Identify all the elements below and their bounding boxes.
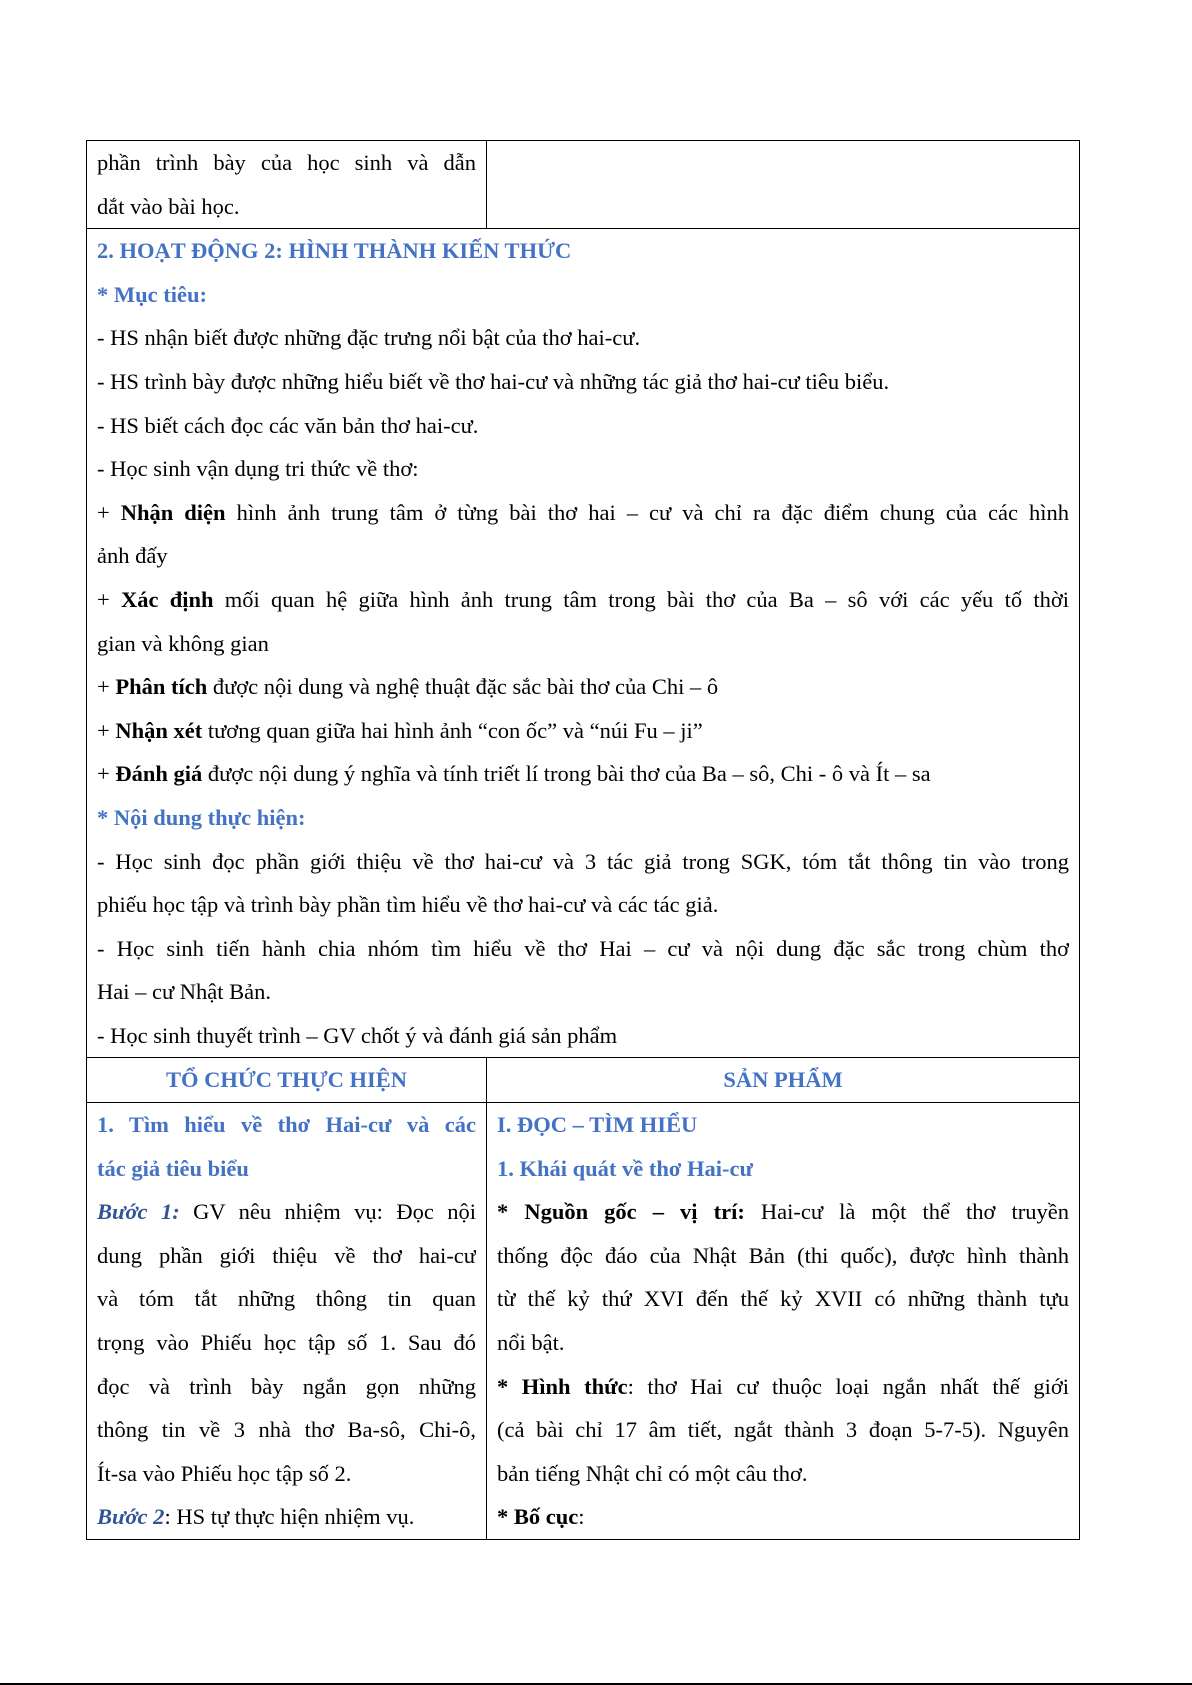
lesson-plan-table <box>86 140 1080 1540</box>
step1-label: Bước 1: <box>97 1199 180 1225</box>
step1-text: GV nêu nhiệm vụ: Đọc nội <box>179 1199 476 1225</box>
skill-line-cont: ảnh đấy <box>97 543 168 569</box>
activity-row <box>87 229 1080 1058</box>
step1-line: dung phần giới thiệu về thơ hai-cư <box>97 1242 476 1268</box>
skill-prefix: + <box>97 761 116 787</box>
origin-line: thống độc đáo của Nhật Bản (thi quốc), được hình thành <box>497 1242 1069 1268</box>
skill-line <box>97 752 1069 796</box>
step1-line: thông tin về 3 nhà thơ Ba-sô, Chi-ô, <box>97 1417 476 1443</box>
step1-line: Ít-sa vào Phiếu học tập số 2. <box>97 1460 352 1486</box>
form-text: : thơ Hai cư thuộc loại ngắn nhất thế giới <box>627 1373 1069 1399</box>
skill-text: được nội dung và nghệ thuật đặc sắc bài thơ của Chi – ô <box>207 674 719 700</box>
form-line: bản tiếng Nhật chỉ có một câu thơ. <box>497 1460 808 1486</box>
step1-line: trọng vào Phiếu học tập số 1. Sau đó <box>97 1330 476 1356</box>
content-row <box>87 1103 1080 1540</box>
step2-text: : HS tự thực hiện nhiệm vụ. <box>164 1504 415 1530</box>
objective-line: - HS biết cách đọc các văn bản thơ hai-cư. <box>97 412 479 438</box>
right-column-header: SẢN PHẨM <box>723 1067 843 1093</box>
content-line: Hai – cư Nhật Bản. <box>97 979 272 1005</box>
skill-text: hình ảnh trung tâm ở từng bài thơ hai – cư và chỉ ra đặc điểm chung của các hình <box>225 499 1069 525</box>
skill-text: tương quan giữa hai hình ảnh “con ốc” và “núi Fu – ji” <box>202 717 703 743</box>
step1-line <box>97 1190 476 1234</box>
skill-prefix: + <box>97 674 116 700</box>
text-line: phần trình bày của học sinh và dẫn <box>97 150 476 175</box>
content-heading: * Nội dung thực hiện: <box>97 804 306 830</box>
subsection-heading: 1. Khái quát về thơ Hai-cư <box>497 1155 753 1181</box>
content-line: - Học sinh đọc phần giới thiệu về thơ hai-cư và 3 tác giả trong SGK, tóm tắt thông tin vào trong <box>97 848 1069 874</box>
top-continuation-row <box>87 141 1080 229</box>
top-left-cell <box>87 141 487 229</box>
activity-cell <box>87 229 1080 1058</box>
skill-text: mối quan hệ giữa hình ảnh trung tâm trong bài thơ của Ba – sô với các yếu tố thời <box>213 586 1069 612</box>
origin-text: Hai-cư là một thể thơ truyền <box>744 1199 1069 1225</box>
objective-heading: * Mục tiêu: <box>97 281 207 307</box>
step2-label: Bước 2 <box>97 1504 165 1530</box>
activity-heading: 2. HOẠT ĐỘNG 2: HÌNH THÀNH KIẾN THỨC <box>97 238 572 264</box>
skill-keyword: Nhận diện <box>120 499 226 525</box>
objective-line: - HS trình bày được những hiểu biết về thơ hai-cư và những tác giả thơ hai-cư tiêu biểu. <box>97 368 890 394</box>
skill-keyword: Đánh giá <box>115 761 203 787</box>
origin-line: từ thế kỷ thứ XVI đến thế kỷ XVII có những thành tựu <box>497 1286 1069 1312</box>
step2-line <box>97 1495 476 1539</box>
form-label: * Hình thức <box>497 1373 628 1399</box>
content-line: phiếu học tập và trình bày phần tìm hiểu về thơ hai-cư và các tác giả. <box>97 892 719 918</box>
section-heading: I. ĐỌC – TÌM HIỂU <box>497 1112 698 1138</box>
skill-line <box>97 709 1069 753</box>
skill-keyword: Phân tích <box>115 674 208 700</box>
origin-label: * Nguồn gốc – vị trí: <box>497 1199 745 1225</box>
layout-text: : <box>578 1504 585 1530</box>
step1-line: và tóm tắt những thông tin quan <box>97 1286 476 1312</box>
text-line: dắt vào bài học. <box>97 193 240 219</box>
product-cell <box>487 1103 1080 1540</box>
origin-line <box>497 1190 1069 1234</box>
objective-line: - Học sinh vận dụng tri thức về thơ: <box>97 456 419 482</box>
skill-keyword: Nhận xét <box>115 717 203 743</box>
skill-prefix: + <box>97 717 116 743</box>
task-title-line: tác giả tiêu biểu <box>97 1155 249 1181</box>
skill-prefix: + <box>97 586 121 612</box>
column-header-row <box>87 1058 1080 1103</box>
content-line: - Học sinh thuyết trình – GV chốt ý và đánh giá sản phẩm <box>97 1022 618 1048</box>
task-title-line: 1. Tìm hiểu về thơ Hai-cư và các <box>97 1112 476 1138</box>
skill-line <box>97 665 1069 709</box>
form-line: (cả bài chỉ 17 âm tiết, ngắt thành 3 đoạn 5-7-5). Nguyên <box>497 1417 1069 1443</box>
layout-line <box>497 1495 1069 1539</box>
top-right-cell <box>487 141 1080 229</box>
content-line: - Học sinh tiến hành chia nhóm tìm hiểu về thơ Hai – cư và nội dung đặc sắc trong chùm thơ <box>97 935 1069 961</box>
step1-line: đọc và trình bày ngắn gọn những <box>97 1373 476 1399</box>
origin-line: nổi bật. <box>497 1330 565 1356</box>
skill-line-cont: gian và không gian <box>97 630 269 656</box>
form-line <box>497 1365 1069 1409</box>
left-header-cell <box>87 1058 487 1103</box>
layout-label: * Bố cục <box>497 1504 579 1530</box>
left-column-header: TỔ CHỨC THỰC HIỆN <box>165 1067 408 1093</box>
skill-line <box>97 491 1069 535</box>
skill-prefix: + <box>97 499 121 525</box>
objective-line: - HS nhận biết được những đặc trưng nổi bật của thơ hai-cư. <box>97 325 641 351</box>
skill-line <box>97 578 1069 622</box>
skill-text: được nội dung ý nghĩa và tính triết lí trong bài thơ của Ba – sô, Chi - ô và Ít – sa <box>202 761 931 787</box>
organize-cell <box>87 1103 487 1540</box>
skill-keyword: Xác định <box>120 586 214 612</box>
right-header-cell <box>487 1058 1080 1103</box>
